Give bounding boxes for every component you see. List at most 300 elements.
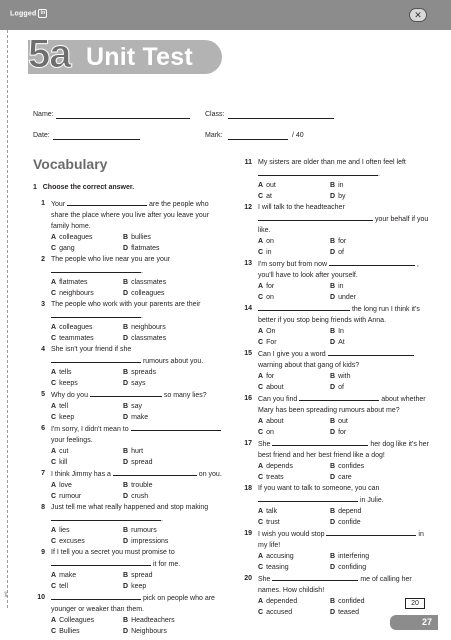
option-label: confiding	[338, 564, 367, 571]
option-label: says	[131, 380, 146, 387]
question-text-start: I think Jimmy has a	[51, 471, 113, 478]
answer-blank[interactable]	[131, 423, 221, 431]
question-number: 3	[41, 301, 45, 308]
option-label: about	[266, 418, 284, 425]
answer-blank[interactable]	[51, 558, 151, 566]
answer-option[interactable]	[123, 277, 203, 288]
answer-option[interactable]	[330, 517, 410, 528]
answer-options	[258, 180, 430, 202]
answer-option[interactable]	[123, 581, 203, 592]
option-label: crush	[131, 493, 149, 500]
question-text-start: She	[258, 576, 273, 583]
date-field[interactable]	[53, 139, 140, 140]
class-field[interactable]	[228, 118, 334, 119]
option-label: for	[266, 283, 275, 290]
option-label: Colleagues	[59, 617, 95, 624]
option-label: depend	[338, 508, 362, 515]
answer-options	[51, 401, 223, 423]
question-number: 8	[41, 504, 45, 511]
answer-option[interactable]	[123, 401, 203, 412]
question-text-start: She isn't your friend if she	[51, 346, 132, 353]
option-label: keeps	[59, 380, 78, 387]
answer-options	[258, 371, 430, 393]
answer-blank[interactable]	[113, 468, 197, 476]
question-text	[258, 528, 430, 551]
question-text	[51, 299, 223, 322]
question-number: 7	[41, 470, 45, 477]
question-text-end: are the people who share the place where you live after you leave your family home.	[51, 201, 209, 230]
answer-options	[258, 506, 430, 528]
option-label: tells	[59, 369, 72, 376]
option-letter: A	[258, 418, 264, 425]
answer-option[interactable]	[258, 472, 330, 483]
answer-option[interactable]	[330, 562, 410, 573]
question-number: 1	[41, 200, 45, 207]
answer-option[interactable]	[258, 247, 330, 258]
option-letter: B	[123, 279, 129, 286]
name-field[interactable]	[56, 118, 190, 119]
option-label: For	[266, 339, 277, 346]
answer-option[interactable]	[123, 536, 203, 547]
option-label: teased	[338, 609, 360, 616]
answer-option[interactable]	[51, 615, 123, 626]
option-letter: B	[330, 328, 336, 335]
answer-option[interactable]	[51, 232, 123, 243]
answer-blank[interactable]	[258, 168, 378, 176]
answer-options	[51, 322, 223, 344]
answer-option[interactable]	[330, 416, 410, 427]
answer-options	[51, 367, 223, 389]
score-box: 20	[405, 598, 425, 609]
answer-options	[51, 446, 223, 468]
question-text-end: about whether Mary has been spreading rumours about me?	[258, 396, 426, 414]
option-label: neighbours	[131, 324, 166, 331]
question-number: 19	[244, 530, 252, 537]
question-text-start: The people who work with your parents are their	[51, 301, 201, 308]
close-icon: ✕	[414, 10, 422, 20]
question-text	[51, 468, 223, 480]
option-letter: C	[258, 339, 264, 346]
option-label: love	[59, 482, 72, 489]
option-label: of	[338, 384, 344, 391]
option-letter: B	[123, 572, 129, 579]
option-label: accused	[266, 609, 293, 616]
question-text-start: If I tell you a secret you must promise to	[51, 549, 175, 556]
option-label: about	[266, 384, 284, 391]
option-letter: C	[258, 294, 264, 301]
option-letter: C	[258, 384, 264, 391]
answer-option[interactable]	[258, 427, 330, 438]
option-letter: B	[123, 369, 129, 376]
option-letter: A	[51, 617, 57, 624]
answer-option[interactable]	[123, 288, 203, 299]
option-letter: B	[123, 234, 129, 241]
option-letter: A	[258, 553, 264, 560]
answer-blank[interactable]	[272, 573, 358, 581]
option-label: keep	[59, 414, 75, 421]
option-letter: A	[51, 234, 57, 241]
answer-option[interactable]	[123, 333, 203, 344]
answer-option[interactable]	[330, 281, 410, 292]
question-number: 17	[244, 440, 252, 447]
answer-option[interactable]	[330, 292, 410, 303]
option-label: make	[59, 572, 77, 579]
question-text	[258, 157, 430, 180]
question-text-start: I wish you would stop	[258, 531, 327, 538]
header-bar	[0, 0, 451, 30]
question-item	[33, 344, 223, 389]
option-label: under	[338, 294, 356, 301]
answer-option[interactable]	[330, 551, 410, 562]
question-item	[33, 592, 223, 637]
answer-option[interactable]	[51, 367, 123, 378]
answer-options	[258, 461, 430, 483]
option-label: cut	[59, 448, 69, 455]
answer-option[interactable]	[258, 236, 330, 247]
option-label: in	[338, 283, 344, 290]
answer-option[interactable]	[258, 562, 330, 573]
question-text-end: in my life!	[258, 531, 424, 549]
questions-column-right	[240, 157, 430, 618]
answer-option[interactable]	[330, 382, 410, 393]
answer-option[interactable]	[258, 517, 330, 528]
question-text	[51, 344, 223, 367]
option-letter: B	[330, 182, 336, 189]
option-letter: B	[330, 418, 336, 425]
answer-option[interactable]	[123, 480, 203, 491]
mark-field[interactable]	[228, 139, 288, 140]
option-label: colleagues	[131, 290, 165, 297]
answer-option[interactable]	[123, 322, 203, 333]
option-label: on	[266, 429, 274, 436]
option-letter: B	[330, 463, 336, 470]
question-text-end: warning about that gang of kids?	[258, 362, 360, 369]
cut-line	[7, 30, 8, 608]
questions-column-left	[33, 198, 223, 637]
option-letter: B	[123, 617, 129, 624]
answer-options	[51, 570, 223, 592]
answer-option[interactable]	[330, 472, 410, 483]
answer-option[interactable]	[258, 607, 330, 618]
answer-option[interactable]	[258, 371, 330, 382]
option-letter: D	[123, 459, 129, 466]
question-text-start: Just tell me what really happened and stop making	[51, 504, 209, 511]
answer-option[interactable]	[330, 337, 410, 348]
answer-options	[51, 277, 223, 299]
answer-option[interactable]	[258, 551, 330, 562]
answer-option[interactable]	[51, 491, 123, 502]
answer-option[interactable]	[258, 292, 330, 303]
question-item	[33, 502, 223, 547]
answer-blank[interactable]	[258, 303, 350, 311]
answer-blank[interactable]	[299, 393, 379, 401]
option-label: out	[338, 418, 348, 425]
question-item	[240, 303, 430, 348]
option-label: flatmates	[59, 279, 88, 286]
option-letter: A	[51, 572, 57, 579]
option-letter: D	[330, 564, 336, 571]
question-text-end: in Julie.	[358, 497, 384, 504]
option-label: interfering	[338, 553, 370, 560]
option-letter: D	[123, 538, 129, 545]
option-letter: B	[330, 553, 336, 560]
question-item	[33, 468, 223, 502]
option-letter: D	[123, 583, 129, 590]
option-letter: A	[51, 403, 57, 410]
option-label: trouble	[131, 482, 153, 489]
option-label: classmates	[131, 279, 167, 286]
option-letter: C	[51, 380, 57, 387]
option-letter: B	[330, 598, 336, 605]
answer-blank[interactable]	[51, 355, 141, 363]
question-text-end: the long run I think it's better if you stop being friends with Anna.	[258, 306, 420, 324]
option-label: by	[338, 193, 346, 200]
name-label: Name:	[33, 111, 54, 118]
answer-option[interactable]	[123, 626, 203, 637]
logo-badge: in	[38, 9, 47, 18]
option-label: make	[131, 414, 149, 421]
option-letter: B	[330, 238, 336, 245]
option-letter: D	[330, 384, 336, 391]
answer-option[interactable]	[123, 525, 203, 536]
option-label: neighbours	[59, 290, 94, 297]
question-item	[33, 299, 223, 344]
option-label: in	[338, 182, 344, 189]
answer-blank[interactable]	[51, 265, 141, 273]
question-text	[51, 592, 223, 615]
option-letter: C	[258, 609, 264, 616]
question-text	[258, 303, 430, 326]
close-button[interactable]	[409, 8, 427, 22]
answer-option[interactable]	[51, 457, 123, 468]
question-number: 2	[41, 256, 45, 263]
option-letter: A	[258, 283, 264, 290]
option-label: spread	[131, 572, 153, 579]
option-letter: D	[330, 429, 336, 436]
answer-blank[interactable]	[90, 389, 162, 397]
answer-option[interactable]	[51, 536, 123, 547]
answer-option[interactable]	[51, 288, 123, 299]
answer-option[interactable]	[51, 322, 123, 333]
question-item	[33, 423, 223, 468]
answer-option[interactable]	[51, 626, 123, 637]
option-letter: C	[258, 249, 264, 256]
question-number: 10	[37, 594, 45, 601]
answer-option[interactable]	[51, 480, 123, 491]
answer-option[interactable]	[258, 506, 330, 517]
question-item	[33, 198, 223, 254]
option-label: classmates	[131, 335, 167, 342]
answer-option[interactable]	[51, 333, 123, 344]
option-letter: D	[330, 519, 336, 526]
date-label: Date:	[33, 132, 50, 139]
option-label: for	[266, 373, 275, 380]
option-label: bullies	[131, 234, 151, 241]
question-number: 12	[244, 204, 252, 211]
answer-option[interactable]	[330, 461, 410, 472]
option-letter: C	[258, 474, 264, 481]
answer-option[interactable]	[258, 281, 330, 292]
option-letter: C	[51, 335, 57, 342]
option-letter: A	[258, 182, 264, 189]
option-letter: C	[51, 414, 57, 421]
answer-option[interactable]	[51, 446, 123, 457]
question-item	[33, 547, 223, 592]
option-label: flatmates	[131, 245, 160, 252]
answer-option[interactable]	[51, 412, 123, 423]
option-letter: C	[258, 429, 264, 436]
answer-option[interactable]	[123, 570, 203, 581]
answer-blank[interactable]	[51, 592, 141, 600]
class-label: Class:	[205, 111, 225, 118]
question-item	[240, 258, 430, 303]
answer-blank[interactable]	[51, 310, 141, 318]
page-title: Unit Test	[86, 43, 193, 71]
question-text-end: your feelings.	[51, 437, 93, 444]
option-label: Headteachers	[131, 617, 175, 624]
option-letter: D	[123, 335, 129, 342]
question-text-start: I will talk to the headteacher	[258, 204, 345, 211]
answer-option[interactable]	[330, 247, 410, 258]
answer-option[interactable]	[258, 416, 330, 427]
question-number: 20	[244, 575, 252, 582]
question-text	[258, 393, 430, 416]
question-text-start: The people who live near you are your	[51, 256, 171, 263]
answer-options	[51, 615, 223, 637]
option-letter: C	[51, 583, 57, 590]
answer-option[interactable]	[123, 232, 203, 243]
answer-blank[interactable]	[258, 213, 373, 221]
option-label: depends	[266, 463, 293, 470]
answer-blank[interactable]	[51, 513, 161, 521]
answer-option[interactable]	[123, 446, 203, 457]
option-label: confided	[338, 598, 365, 605]
question-item	[240, 157, 430, 202]
option-label: of	[338, 249, 344, 256]
option-label: teammates	[59, 335, 94, 342]
question-text	[258, 258, 430, 281]
answer-option[interactable]	[51, 378, 123, 389]
option-label: confides	[338, 463, 365, 470]
answer-options	[258, 236, 430, 258]
question-number: 5	[41, 391, 45, 398]
question-text-end: so many lies?	[161, 392, 207, 399]
option-letter: B	[123, 482, 129, 489]
option-letter: D	[330, 294, 336, 301]
question-number: 16	[244, 395, 252, 402]
answer-blank[interactable]	[326, 528, 416, 536]
answer-option[interactable]	[330, 371, 410, 382]
option-letter: A	[51, 448, 57, 455]
question-item	[240, 348, 430, 393]
question-text-end: pick on people who are younger or weaker than them.	[51, 595, 215, 613]
question-text	[258, 483, 430, 506]
question-text-start: My sisters are older than me and I often feel left	[258, 159, 406, 166]
answer-option[interactable]	[258, 596, 330, 607]
option-label: on	[266, 238, 274, 245]
question-text-end: .	[141, 268, 143, 275]
option-letter: A	[258, 373, 264, 380]
answer-blank[interactable]	[329, 258, 415, 266]
option-letter: B	[330, 373, 336, 380]
section-title: Vocabulary	[33, 156, 108, 172]
question-text	[51, 423, 223, 446]
unit-number: 5a	[28, 32, 71, 76]
answer-blank[interactable]	[328, 348, 414, 356]
question-text	[51, 198, 223, 232]
answer-option[interactable]	[258, 461, 330, 472]
scissors-icon: ✂	[0, 591, 10, 598]
answer-option[interactable]	[258, 337, 330, 348]
option-label: lies	[59, 527, 70, 534]
answer-option[interactable]	[51, 277, 123, 288]
answer-option[interactable]	[123, 457, 203, 468]
answer-option[interactable]	[51, 401, 123, 412]
answer-option[interactable]	[51, 581, 123, 592]
answer-option[interactable]	[123, 491, 203, 502]
option-label: excuses	[59, 538, 85, 545]
answer-option[interactable]	[123, 412, 203, 423]
option-letter: A	[51, 482, 57, 489]
answer-option[interactable]	[51, 243, 123, 254]
answer-option[interactable]	[330, 191, 410, 202]
question-text-end: .	[161, 516, 163, 523]
question-item	[240, 573, 430, 618]
option-label: in	[266, 249, 272, 256]
answer-option[interactable]	[330, 596, 410, 607]
answer-blank[interactable]	[67, 198, 147, 206]
question-item	[240, 202, 430, 258]
answer-option[interactable]	[258, 382, 330, 393]
answer-option[interactable]	[330, 236, 410, 247]
answer-option[interactable]	[258, 326, 330, 337]
question-text	[258, 348, 430, 371]
option-letter: B	[123, 527, 129, 534]
instruction-text: Choose the correct answer.	[42, 184, 135, 191]
answer-option[interactable]	[258, 180, 330, 191]
option-label: In	[338, 328, 344, 335]
mark-label: Mark:	[205, 132, 223, 139]
answer-option[interactable]	[123, 378, 203, 389]
option-letter: B	[330, 508, 336, 515]
question-number: 13	[244, 260, 252, 267]
answer-option[interactable]	[51, 525, 123, 536]
answer-blank[interactable]	[258, 494, 358, 502]
answer-option[interactable]	[330, 427, 410, 438]
option-letter: D	[123, 628, 129, 635]
answer-option[interactable]	[123, 615, 203, 626]
question-text-start: Your	[51, 201, 68, 208]
answer-options	[258, 416, 430, 438]
option-label: gang	[59, 245, 75, 252]
question-item	[240, 528, 430, 573]
question-text	[51, 502, 223, 525]
answer-option[interactable]	[123, 367, 203, 378]
answer-option[interactable]	[330, 506, 410, 517]
answer-options	[258, 551, 430, 573]
answer-option[interactable]	[123, 243, 203, 254]
answer-option[interactable]	[330, 326, 410, 337]
option-letter: A	[258, 598, 264, 605]
answer-option[interactable]	[51, 570, 123, 581]
option-letter: A	[51, 527, 57, 534]
answer-options	[51, 480, 223, 502]
answer-option[interactable]	[258, 191, 330, 202]
answer-option[interactable]	[330, 180, 410, 191]
question-number: 4	[41, 346, 45, 353]
answer-blank[interactable]	[272, 438, 368, 446]
option-letter: D	[123, 380, 129, 387]
